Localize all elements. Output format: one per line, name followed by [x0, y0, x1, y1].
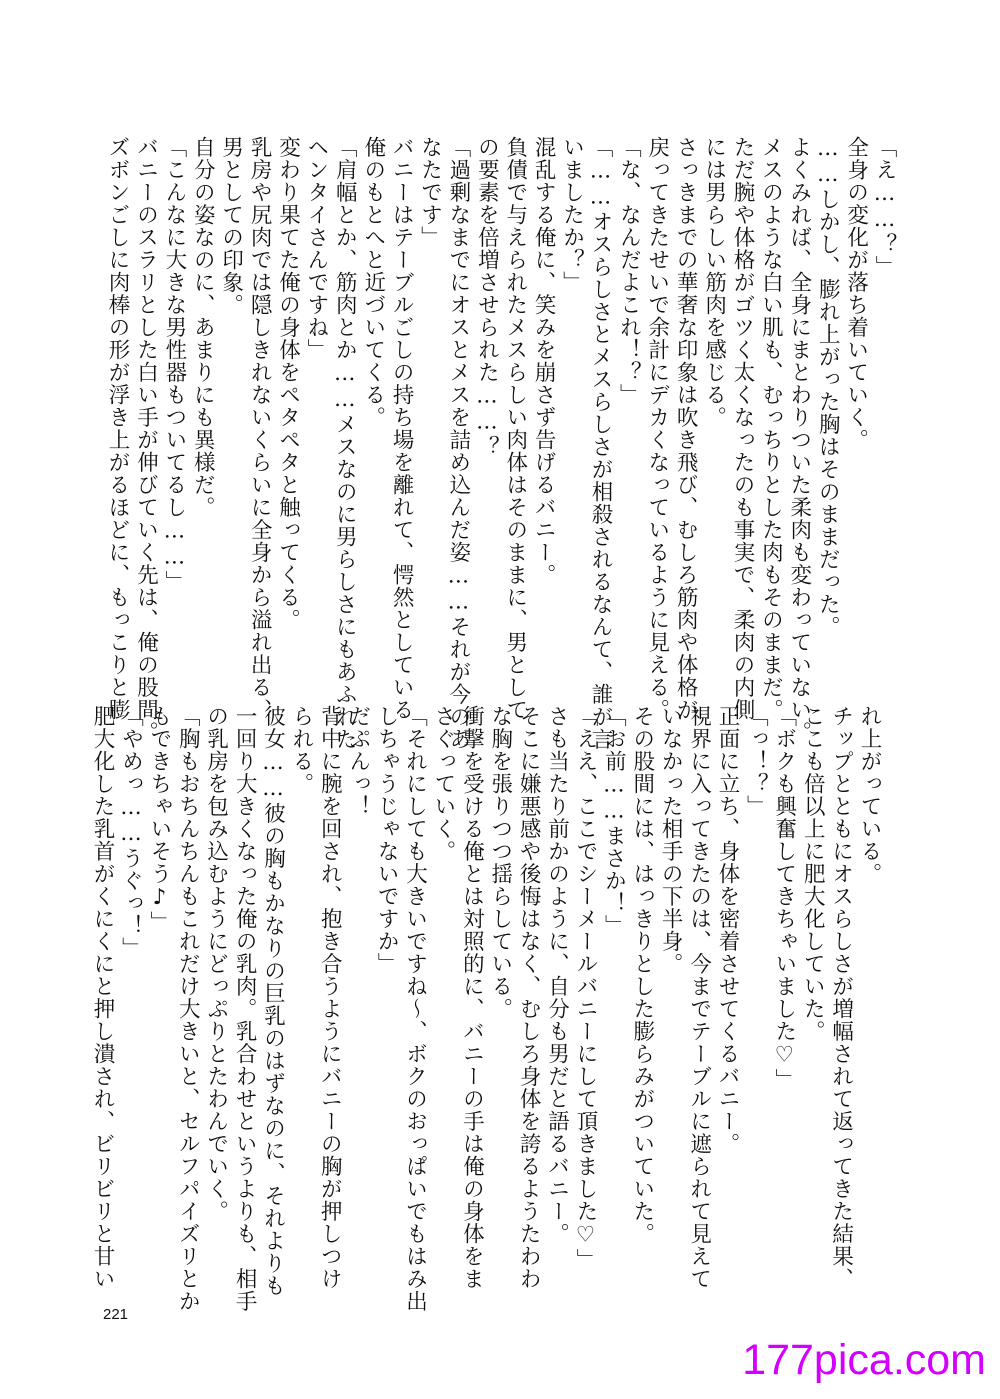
text-line: ただ腕や体格がゴツく太くなったのも事実で、柔肉の内側 — [729, 136, 755, 721]
text-line: 「過剰なまでにオスとメスを詰め込んだ姿……それが今のあ — [445, 136, 471, 751]
text-line: な胸を張りつつ揺らしている。 — [487, 705, 513, 1020]
text-line: 「胸もおちんちんもこれだけ大きいと、セルフパイズリとか — [175, 705, 201, 1313]
text-line: 正面に立ち、身体を密着させてくるバニー。 — [714, 705, 740, 1155]
text-line: さっきまでの華奢な印象は吹き飛び、むしろ筋肉や体格が — [673, 136, 699, 721]
text-line: メスのような白い肌も、むっちりとした肉もそのままだ。 — [758, 136, 784, 721]
text-line: 肥大化した乳首がくにくにと押し潰され、ビリビリと甘い — [90, 705, 116, 1290]
text-block-bottom — [88, 705, 883, 1313]
text-line: もできちゃいそう♪」 — [146, 705, 172, 934]
text-line: れ上がっている。 — [857, 705, 882, 885]
text-line: 衝撃を受ける俺とは対照的に、バニーの手は俺の身体をま — [459, 705, 485, 1290]
text-line: なたです」 — [417, 136, 443, 249]
text-line: ……しかし、膨れ上がった胸はそのままだった。 — [815, 136, 841, 638]
text-line: よくみれば、全身にまとわりついた柔肉も変わっていない。 — [786, 136, 812, 744]
text-line: 「え……？」 — [872, 136, 897, 278]
text-line: 「……オスらしさとメスらしさが相殺されるなんて、誰が言 — [587, 136, 613, 751]
text-line: だぷんっ！ — [345, 705, 371, 818]
text-line: 全身の変化が落ち着いていく。 — [843, 136, 869, 451]
text-line: そこに嫌悪感や後悔はなく、むしろ身体を誇るようたわわ — [516, 705, 542, 1290]
text-line: 一回り大きくなった俺の乳肉。乳合わせというよりも、相手 — [232, 705, 258, 1313]
page-number: 221 — [103, 1306, 129, 1323]
text-line: チップとともにオスらしさが増幅されて返ってきた結果、 — [828, 705, 854, 1290]
text-line: 「それにしても大きいですね〜、ボクのおっぱいでもはみ出 — [402, 705, 428, 1313]
text-line: 乳房や尻肉では隠しきれないくらいに全身から溢れ出る、 — [247, 136, 273, 721]
watermark: 177pica.com — [742, 1336, 986, 1384]
text-line: 自分の姿なのに、あまりにも異様だ。 — [190, 136, 216, 519]
text-line: 「っ！？」 — [743, 705, 769, 818]
text-line: ズボンごしに肉棒の形が浮き上がるほどに、もっこりと膨 — [105, 136, 131, 721]
text-line: ここも倍以上に肥大化していた。 — [800, 705, 826, 1043]
text-line: 負債で与えられたメスらしい肉体はそのままに、男として — [502, 136, 528, 721]
text-line: 「な、なんだよこれ！？」 — [616, 136, 642, 406]
text-line: ヘンタイさんですね」 — [303, 136, 329, 361]
text-line: 背中に腕を回され、抱き合うようにバニーの胸が押しつけ — [317, 705, 343, 1290]
text-line: 「ええ、ここでシーメールバニーにして頂きました♡」 — [572, 705, 598, 1271]
text-line: 「お前……まさか！」 — [601, 705, 627, 937]
text-line: の乳房を包み込むようにどっぷりとたわんでいく。 — [203, 705, 229, 1223]
text-line: しちゃうじゃないですか」 — [374, 705, 400, 975]
text-line: 混乱する俺に、笑みを崩さず告げるバニー。 — [531, 136, 557, 586]
text-line: さぐっていく。 — [430, 705, 456, 863]
text-line: 「肩幅とか、筋肉とか……メスなのに男らしさにもあふれた — [332, 136, 358, 751]
text-line: 変わり果てた俺の身体をペタペタと触ってくる。 — [275, 136, 301, 631]
text-line: バニーのスラリとした白い手が伸びていく先は、俺の股間。 — [133, 136, 159, 744]
text-line: 彼女……彼の胸もかなりの巨乳のはずなのに、それよりも — [260, 705, 286, 1297]
text-line: 戻ってきたせいで余計にデカくなっているように見える。 — [644, 136, 670, 721]
text-line: その股間には、はっきりとした膨らみがついていた。 — [629, 705, 655, 1245]
text-line: いなかった相手の下半身。 — [658, 705, 684, 975]
text-line: 「こんなに大きな男性器もついてるし……」 — [161, 136, 187, 593]
text-line: 俺のもとへと近づいてくる。 — [360, 136, 386, 429]
text-line: 男としての印象。 — [218, 136, 244, 316]
text-line: バニーはテーブルごしの持ち場を離れて、愕然としている — [389, 136, 415, 721]
text-line: の要素を倍増させられた……？ — [474, 136, 500, 458]
text-line: には男らしい筋肉を感じる。 — [701, 136, 727, 429]
text-line: いましたか？」 — [559, 136, 585, 294]
text-line: 視界に入ってきたのは、今までテーブルに遮られて見えて — [686, 705, 712, 1290]
text-line: さも当たり前かのように、自分も男だと語るバニー。 — [544, 705, 570, 1245]
text-line: 「ボクも興奮してきちゃいました♡」 — [771, 705, 797, 1091]
text-line: 「やめっ……うぐっ！」 — [118, 705, 144, 960]
text-line: られる。 — [288, 705, 314, 795]
